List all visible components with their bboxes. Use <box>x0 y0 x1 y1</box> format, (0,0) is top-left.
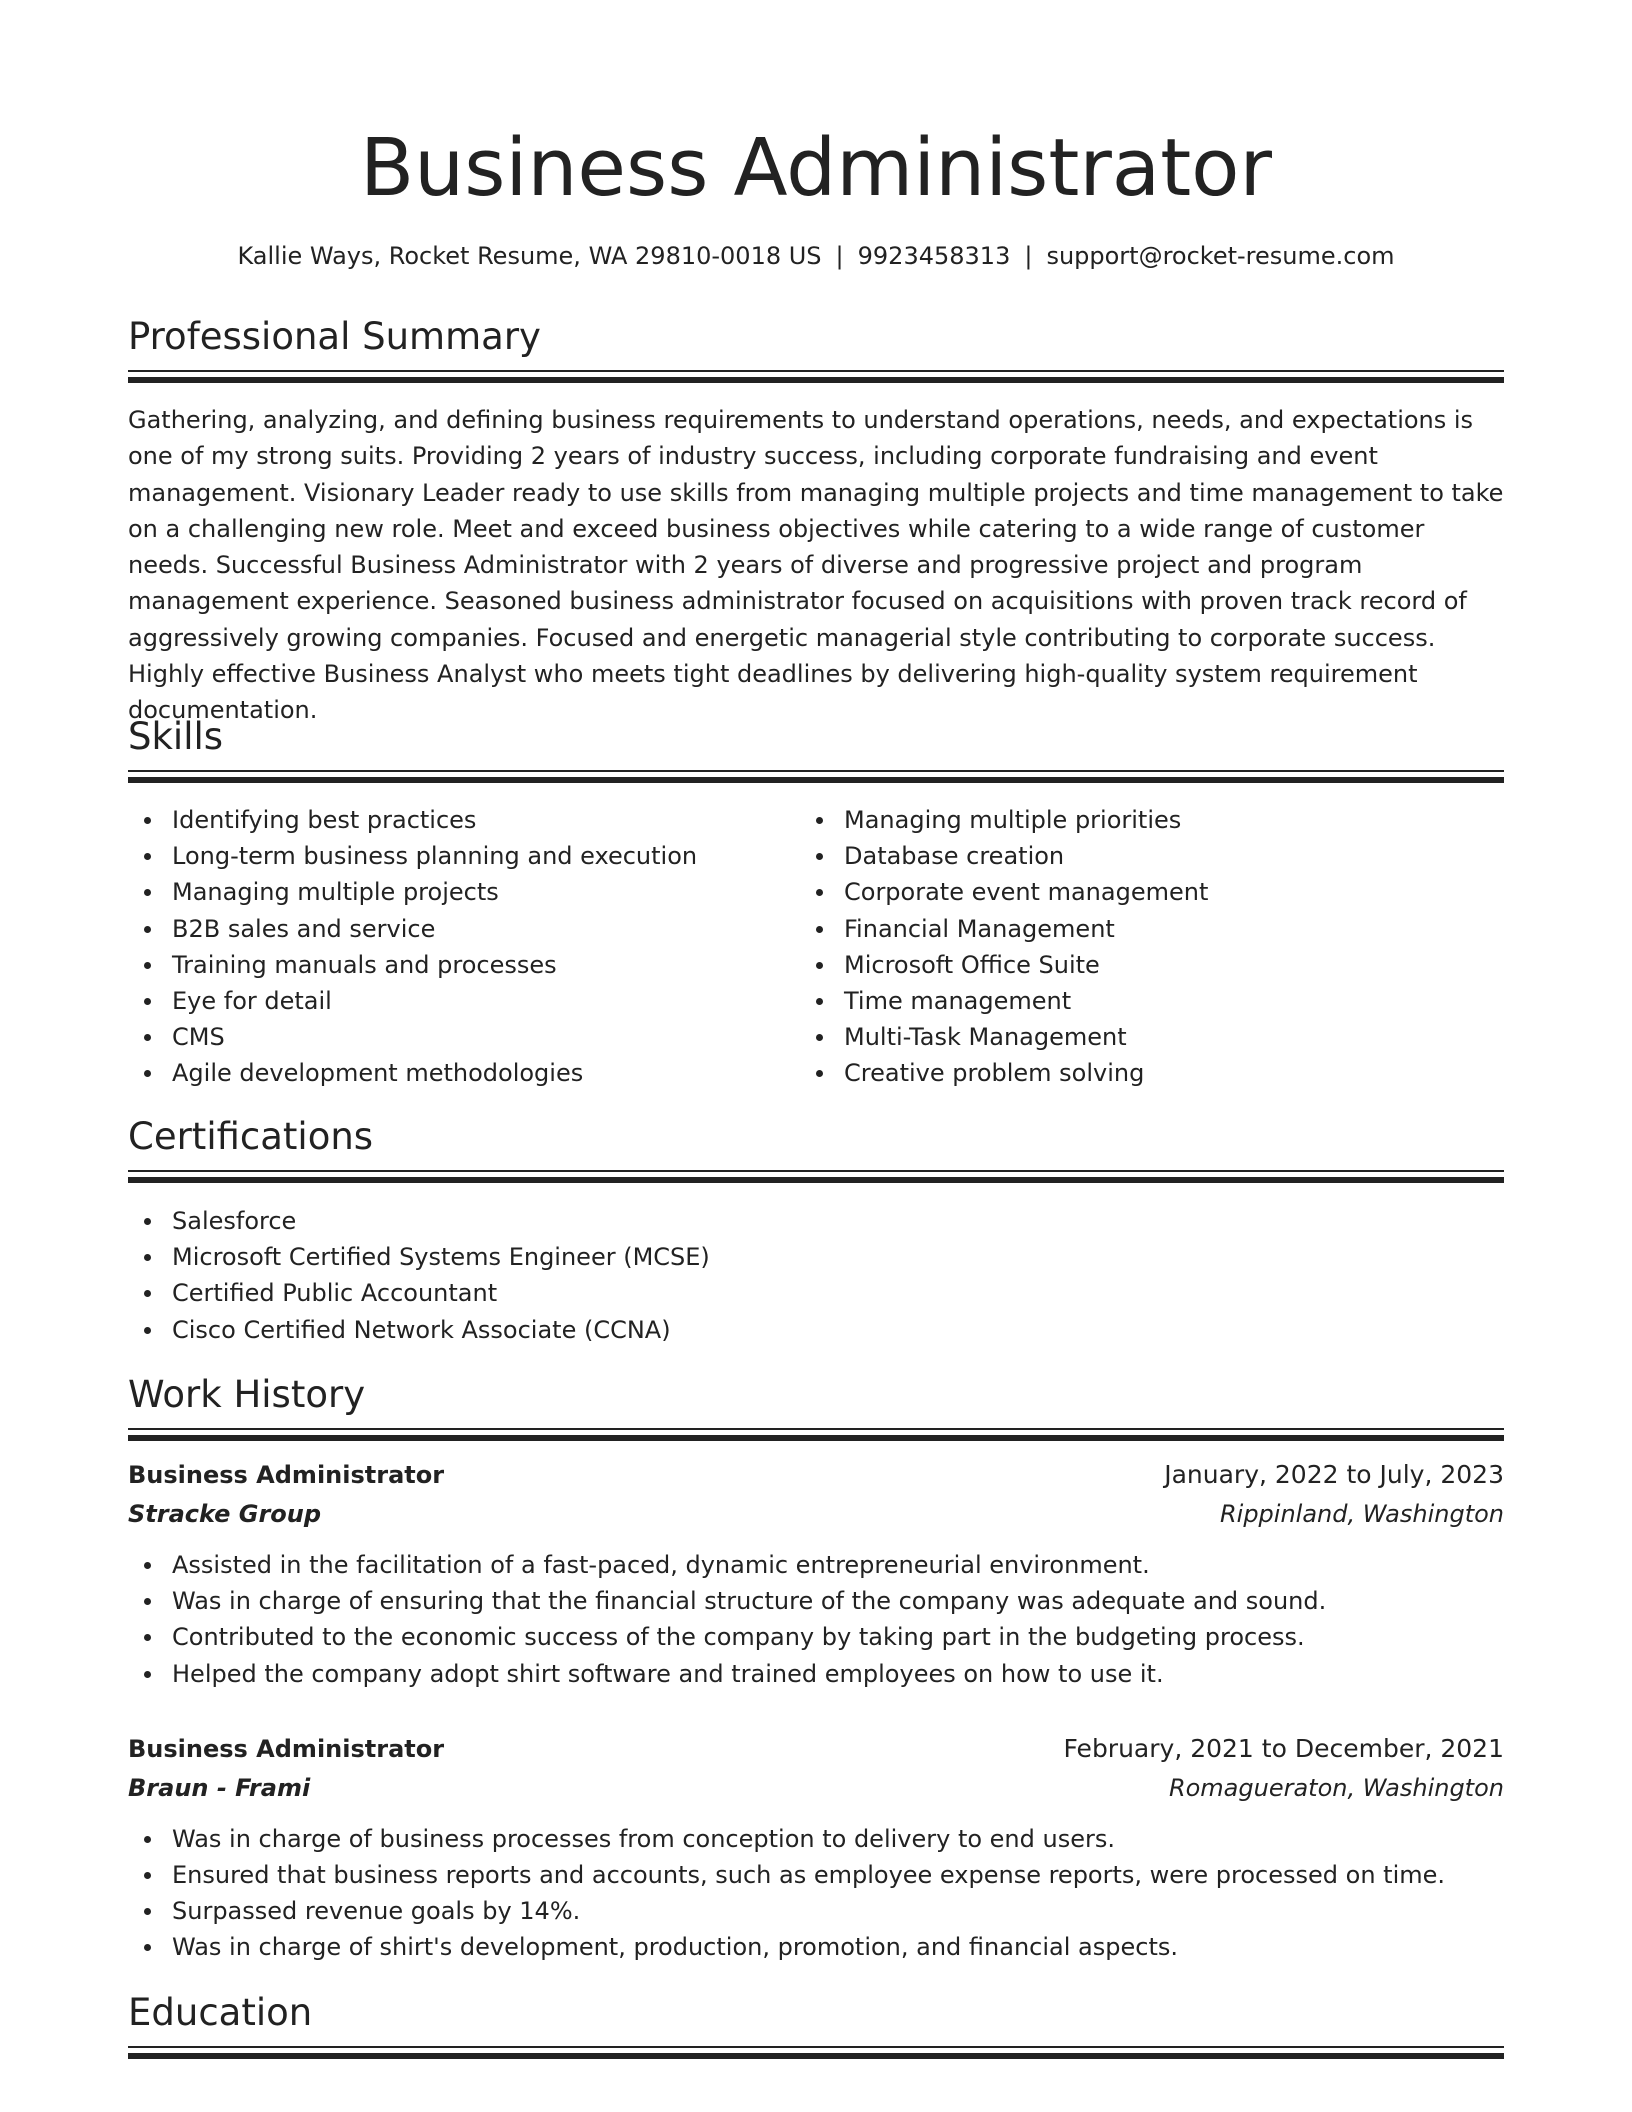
job-title: Business Administrator <box>128 1734 445 1763</box>
skill-item: Financial Management <box>800 911 1480 947</box>
skill-item: Managing multiple priorities <box>800 802 1480 838</box>
skill-item: Long-term business planning and execution <box>128 838 808 874</box>
job-company-row <box>128 1495 1504 1533</box>
skill-item: Multi-Task Management <box>800 1019 1480 1055</box>
job-title: Business Administrator <box>128 1461 445 1489</box>
contact-separator: | <box>1024 242 1033 270</box>
summary-section <box>128 312 1504 729</box>
section-divider <box>128 770 1504 784</box>
education-section <box>128 1988 1504 2060</box>
certification-item: Certified Public Accountant <box>128 1275 1504 1311</box>
contact-phone: 9923458313 <box>857 242 1011 270</box>
section-title-skills: Skills <box>128 715 224 758</box>
skills-list-right <box>800 802 1480 1092</box>
certifications-list <box>128 1203 1504 1348</box>
job-dates: January, 2022 to July, 2023 <box>1164 1460 1504 1489</box>
resume-name-heading: Business Administrator <box>359 122 1272 214</box>
job-duty-item: Surpassed revenue goals by 14%. <box>128 1893 1504 1929</box>
skills-section <box>128 712 1504 1102</box>
job-duty-item: Was in charge of ensuring that the financial structure of the company was adequate and sound. <box>128 1583 1504 1619</box>
section-divider <box>128 1428 1504 1442</box>
certification-item: Cisco Certified Network Associate (CCNA) <box>128 1312 1504 1348</box>
skill-item: Corporate event management <box>800 874 1480 910</box>
job-duties-list <box>128 1821 1504 1966</box>
skills-column-right <box>800 802 1480 1092</box>
job-duty-item: Ensured that business reports and accounts, such as employee expense reports, were processed on time. <box>128 1857 1504 1893</box>
section-divider <box>128 1170 1504 1184</box>
certification-item: Salesforce <box>128 1203 1504 1239</box>
section-title-summary: Professional Summary <box>128 315 541 358</box>
section-title-certifications: Certifications <box>128 1115 374 1158</box>
skills-columns <box>128 802 1504 1102</box>
skill-item: B2B sales and service <box>128 911 808 947</box>
job-duty-item: Was in charge of business processes from conception to delivery to end users. <box>128 1821 1504 1857</box>
job-dates: February, 2021 to December, 2021 <box>1063 1733 1504 1763</box>
section-divider <box>128 370 1504 384</box>
work-history-section <box>128 1370 1504 1966</box>
job-company: Braun - Frami <box>128 1773 311 1802</box>
job-location: Romagueraton, Washington <box>1168 1773 1504 1802</box>
section-divider <box>128 2046 1504 2060</box>
skills-column-left <box>128 802 808 1092</box>
job-duty-item: Contributed to the economic success of the company by taking part in the budgeting process. <box>128 1619 1504 1655</box>
job-entry <box>128 1730 1504 1966</box>
job-location: Rippinland, Washington <box>1219 1500 1504 1528</box>
job-duty-item: Assisted in the facilitation of a fast-paced, dynamic entrepreneurial environment. <box>128 1547 1504 1583</box>
skill-item: Time management <box>800 983 1480 1019</box>
skill-item: Managing multiple projects <box>128 874 808 910</box>
job-entry <box>128 1456 1504 1692</box>
skill-item: Eye for detail <box>128 983 808 1019</box>
skill-item: Microsoft Office Suite <box>800 947 1480 983</box>
contact-address: Kallie Ways, Rocket Resume, WA 29810-0018 US <box>237 242 822 270</box>
skill-item: CMS <box>128 1019 808 1055</box>
job-company-row <box>128 1769 1504 1807</box>
job-duties-list <box>128 1547 1504 1692</box>
certification-item: Microsoft Certified Systems Engineer (MCSE) <box>128 1239 1504 1275</box>
section-title-education: Education <box>128 1991 313 2034</box>
contact-line <box>128 238 1504 274</box>
contact-email[interactable]: support@rocket-resume.com <box>1046 242 1395 270</box>
job-header-row <box>128 1730 1504 1768</box>
skill-item: Training manuals and processes <box>128 947 808 983</box>
skill-item: Agile development methodologies <box>128 1055 808 1091</box>
skill-item: Identifying best practices <box>128 802 808 838</box>
contact-separator: | <box>835 242 844 270</box>
skill-item: Database creation <box>800 838 1480 874</box>
job-duty-item: Helped the company adopt shirt software and trained employees on how to use it. <box>128 1656 1504 1692</box>
job-header-row <box>128 1456 1504 1494</box>
skill-item: Creative problem solving <box>800 1055 1480 1091</box>
section-title-work-history: Work History <box>128 1373 366 1416</box>
certifications-section <box>128 1112 1504 1348</box>
skills-list-left <box>128 802 808 1092</box>
summary-paragraph: Gathering, analyzing, and defining business requirements to understand operations, needs, and expectations is one of my strong suits. Providing 2 years of industry success, including corporate fundraising and event management. Visionary Leader ready to use skills from managing multiple projects and time management to take on a challenging new role. Meet and exceed business objectives while catering to a wide range of customer needs. Successful Business Administrator with 2 years of diverse and progressive project and program management experience. Seasoned business administrator focused on acquisitions with proven track record of aggressively growing companies. Focused and energetic managerial style contributing to corporate success. Highly effective Business Analyst who meets tight deadlines by delivering high-quality system requirement documentation. <box>128 406 1504 725</box>
job-duty-item: Was in charge of shirt's development, production, promotion, and financial aspects. <box>128 1929 1504 1965</box>
job-company: Stracke Group <box>128 1500 322 1528</box>
